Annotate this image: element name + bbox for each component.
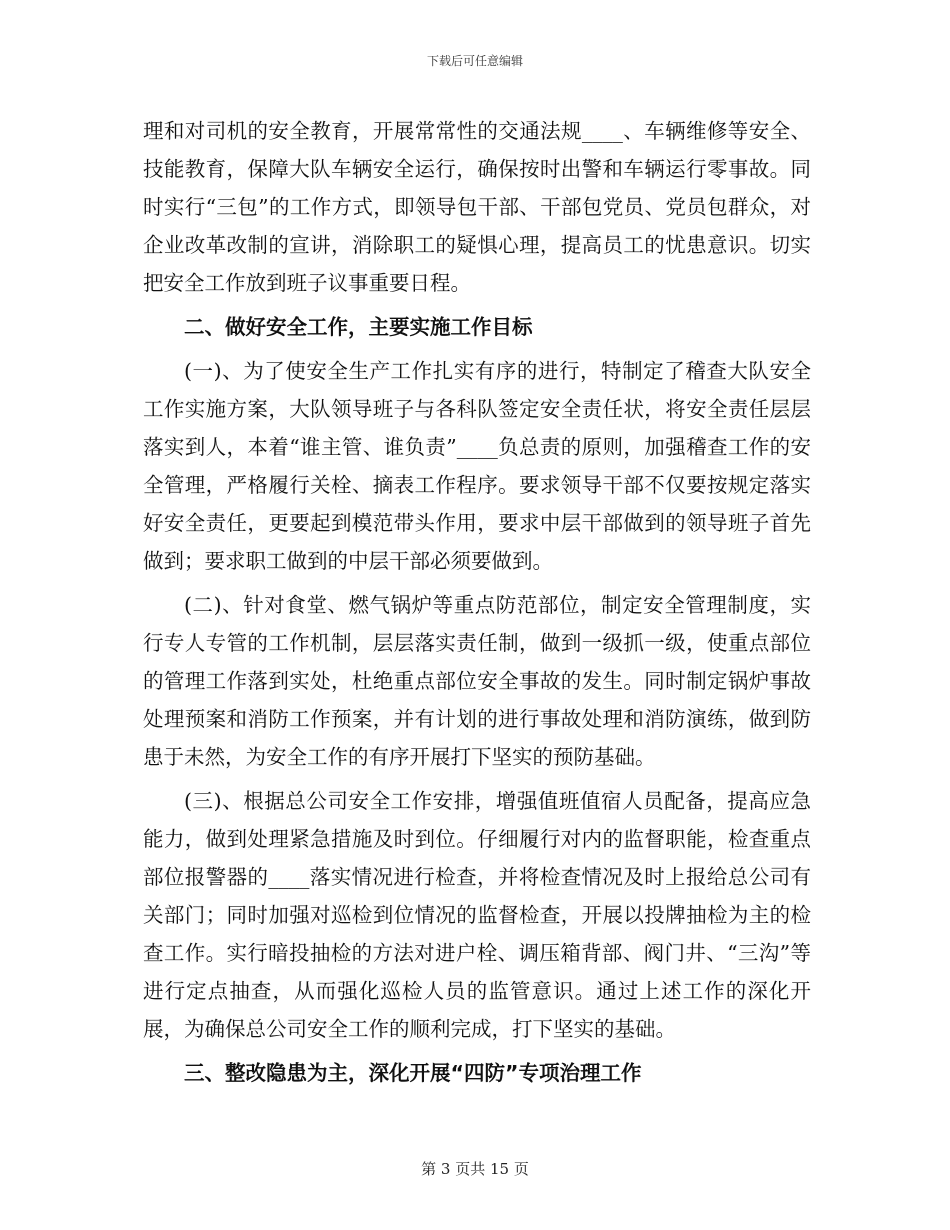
page-header: 下载后可任意编辑 [426,54,523,68]
section-heading-3: 三、整改隐患为主，深化开展“四防”专项治理工作 [184,1061,642,1085]
page-footer: 第 3 页共 15 页 [421,1160,529,1178]
paragraph-item-3: (三)、根据总公司安全工作安排，增强值班值宿人员配备，提高应急能力，做到处理紧急措施及时到位。仔细履行对内的监督职能，检查重点部位报警器的____落实情况进行检查，并将检查情况及时上报给总公司有关部门；同时加强对巡检到位情况的监督检查，开展以投牌抽检为主的检查工作。实行暗投抽检的方法对进户栓、调压箱背部、阀门井、“三沟”等进行定点抽查，从而强化巡检人员的监管意识。通过上述工作的深化开展，为确保总公司安全工作的顺利完成，打下坚实的基础。 [143,789,811,1041]
paragraph-item-1: (一)、为了使安全生产工作扎实有序的进行，特制定了稽查大队安全工作实施方案，大队领导班子与各科队签定安全责任状，将安全责任层层落实到人，本着“谁主管、谁负责”____负总责的原则，加强稽查工作的安全管理，严格履行关栓、摘表工作程序。要求领导干部不仅要按规定落实好安全责任，更要起到模范带头作用，要求中层干部做到的领导班子首先做到；要求职工做到的中层干部必须要做到。 [143,359,811,573]
document-body [143,112,811,1092]
section-heading-2: 二、做好安全工作，主要实施工作目标 [184,315,533,339]
paragraph-item-2: (二)、针对食堂、燃气锅炉等重点防范部位，制定安全管理制度，实行专人专管的工作机制，层层落实责任制，做到一级抓一级，使重点部位的管理工作落到实处，杜绝重点部位安全事故的发生。同时制定锅炉事故处理预案和消防工作预案，并有计划的进行事故处理和消防演练，做到防患于未然，为安全工作的有序开展打下坚实的预防基础。 [143,593,811,769]
paragraph-continuation: 理和对司机的安全教育，开展常常性的交通法规____、车辆维修等安全、技能教育，保障大队车辆安全运行，确保按时出警和车辆运行零事故。同时实行“三包”的工作方式，即领导包干部、干部包党员、党员包群众，对企业改革改制的宣讲，消除职工的疑惧心理，提高员工的忧患意识。切实把安全工作放到班子议事重要日程。 [143,119,811,295]
